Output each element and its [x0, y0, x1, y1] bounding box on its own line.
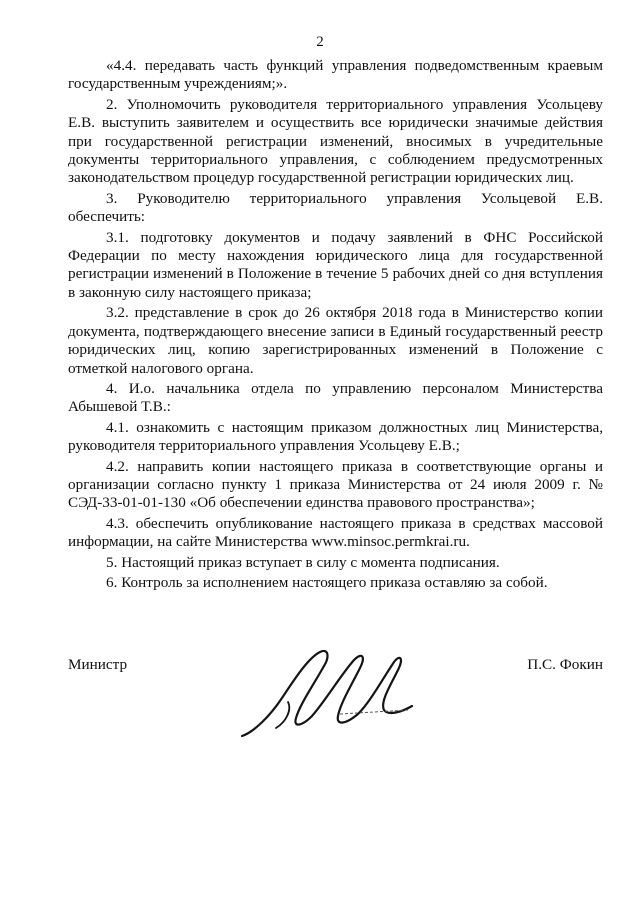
paragraph-4-4: «4.4. передавать часть функций управления подведомственным краевым государственным учреждениям;». [68, 57, 603, 93]
paragraph-4: 4. И.о. начальника отдела по управлению персоналом Министерства Абышевой Т.В.: [68, 379, 603, 416]
document-body [68, 57, 603, 594]
handwritten-signature [236, 640, 416, 744]
paragraph-4-1: 4.1. ознакомить с настоящим приказом должностных лиц Министерства, руководителя территориального управления Усольцеву Е.В.; [68, 418, 603, 455]
paragraph-4-2: 4.2. направить копии настоящего приказа в соответствующие органы и организации согласно пункту 1 приказа Министерства от 24 июля 2009 г. № СЭД-33-01-01-130 «Об обеспечении единства правового пространства»; [68, 457, 603, 512]
paragraph-4-3: 4.3. обеспечить опубликование настоящего приказа в средствах массовой информации, на сайте Министерства www.minsoc.permkrai.ru. [68, 514, 603, 551]
page-number: 2 [316, 34, 324, 50]
signatory-name: П.С. Фокин [527, 656, 603, 673]
paragraph-2: 2. Уполномочить руководителя территориального управления Усольцеву Е.В. выступить заявителем и осуществить все юридически значимые действия при государственной регистрации изменений, вносимых в учредительные документы территориального управления, с соблюдением предусмотренных законодательством процедур государственной регистрации юридических лиц. [68, 95, 603, 187]
paragraph-3-1: 3.1. подготовку документов и подачу заявлений в ФНС Российской Федерации по месту нахождения юридического лица для государственной регистрации изменений в Положение в течение 5 рабочих дней со дня вступления в законную силу настоящего приказа; [68, 228, 603, 301]
paragraph-3-2: 3.2. представление в срок до 26 октября 2018 года в Министерство копии документа, подтверждающего внесение записи в Единый государственный реестр юридических лиц, копию зарегистрированных изменений в Положение с отметкой налогового органа. [68, 304, 603, 377]
paragraph-5: 5. Настоящий приказ вступает в силу с момента подписания. [106, 553, 500, 571]
signatory-title: Министр [68, 656, 128, 673]
paragraph-3: 3. Руководителю территориального управления Усольцевой Е.В. обеспечить: [68, 189, 603, 226]
paragraph-6: 6. Контроль за исполнением настоящего приказа оставляю за собой. [106, 573, 548, 591]
